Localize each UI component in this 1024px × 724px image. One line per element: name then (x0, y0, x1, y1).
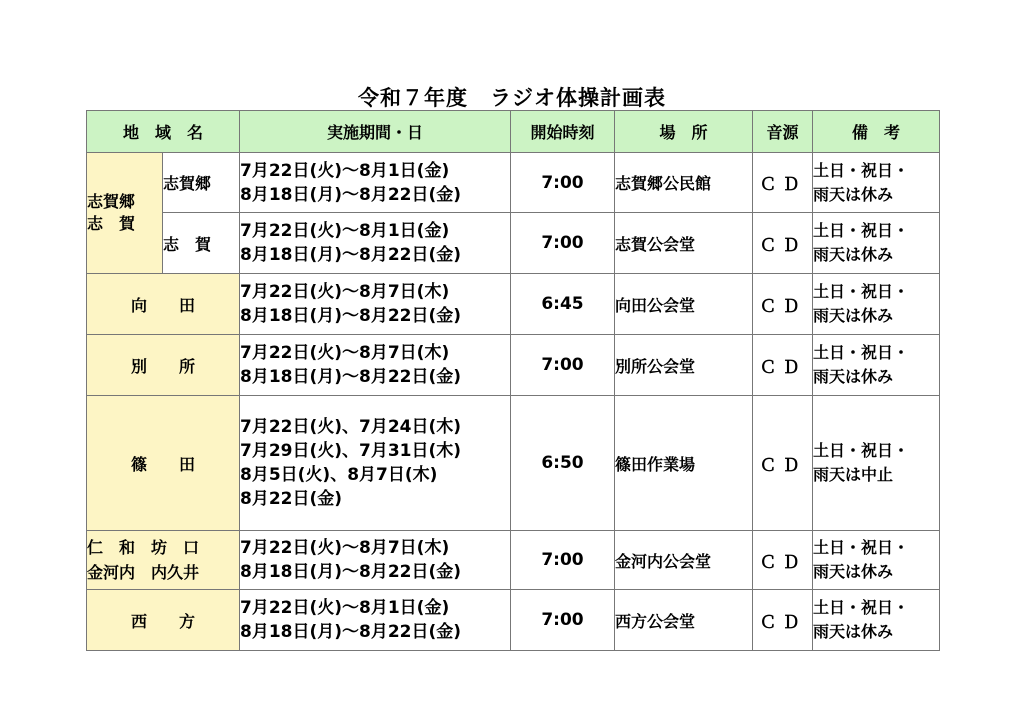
table-row (87, 396, 940, 531)
venue-cell: 志賀公会堂 (615, 213, 753, 274)
notes-line: 土日・祝日・ (813, 343, 910, 362)
period-cell (240, 213, 511, 274)
header-start: 開始時刻 (511, 111, 615, 153)
area-sub-cell: 志 賀 (163, 213, 240, 274)
period-line: 7月22日(火)～8月1日(金) (240, 221, 450, 241)
period-line: 7月22日(火)、7月24日(木) (240, 417, 462, 437)
table-row (87, 274, 940, 335)
start-time-cell: 7:00 (511, 153, 615, 213)
start-time-cell: 7:00 (511, 213, 615, 274)
period-line: 8月18日(月)～8月22日(金) (240, 367, 462, 387)
area-sub-cell: 志賀郷 (163, 153, 240, 213)
period-line: 8月22日(金) (240, 489, 343, 509)
schedule-table (86, 110, 940, 651)
area-line: 金河内 内久井 (87, 563, 200, 582)
table-row (87, 335, 940, 396)
area-cell: 別 所 (87, 335, 240, 396)
notes-line: 雨天は休み (813, 367, 894, 386)
media-cell: ＣＤ (753, 274, 813, 335)
period-line: 7月29日(火)、7月31日(木) (240, 441, 462, 461)
area-cell: 西 方 (87, 590, 240, 651)
notes-line: 土日・祝日・ (813, 282, 910, 301)
venue-cell: 志賀郷公民館 (615, 153, 753, 213)
notes-cell (813, 274, 940, 335)
area-group-line: 志賀郷 志 賀 (87, 192, 136, 233)
notes-line: 雨天は休み (813, 306, 894, 325)
venue-cell: 篠田作業場 (615, 396, 753, 531)
period-cell (240, 335, 511, 396)
period-line: 8月18日(月)～8月22日(金) (240, 306, 462, 326)
period-line: 8月18日(月)～8月22日(金) (240, 245, 462, 265)
notes-cell (813, 396, 940, 531)
period-line: 7月22日(火)～8月1日(金) (240, 598, 450, 618)
notes-cell (813, 590, 940, 651)
period-cell (240, 274, 511, 335)
area-cell: 篠 田 (87, 396, 240, 531)
area-cell (87, 531, 240, 590)
venue-cell: 向田公会堂 (615, 274, 753, 335)
media-cell: ＣＤ (753, 590, 813, 651)
page-title: 令和７年度 ラジオ体操計画表 (358, 86, 666, 110)
area-cell: 向 田 (87, 274, 240, 335)
start-time-cell: 7:00 (511, 335, 615, 396)
area-group-cell (87, 153, 163, 274)
header-media: 音源 (753, 111, 813, 153)
start-time-cell: 7:00 (511, 531, 615, 590)
period-line: 8月18日(月)～8月22日(金) (240, 184, 462, 205)
notes-cell (813, 531, 940, 590)
header-notes: 備 考 (813, 111, 940, 153)
media-cell: ＣＤ (753, 153, 813, 213)
start-time-cell: 7:00 (511, 590, 615, 651)
start-time-cell: 6:45 (511, 274, 615, 335)
notes-line: 土日・祝日・ (813, 538, 910, 557)
notes-line: 土日・祝日・ (813, 598, 910, 617)
notes-line: 雨天は休み (813, 562, 894, 581)
period-line: 8月18日(月)～8月22日(金) (240, 622, 462, 642)
notes-line: 雨天は休み (813, 245, 894, 264)
period-line: 7月22日(火)～8月7日(木) (240, 538, 450, 558)
period-cell (240, 153, 511, 213)
header-venue: 場 所 (615, 111, 753, 153)
media-cell: ＣＤ (753, 335, 813, 396)
period-line: 7月22日(火)～8月7日(木) (240, 343, 450, 363)
table-row (87, 531, 940, 590)
venue-cell: 西方公会堂 (615, 590, 753, 651)
header-area: 地 域 名 (87, 111, 240, 153)
media-cell: ＣＤ (753, 213, 813, 274)
table-row (87, 590, 940, 651)
period-line: 8月18日(月)～8月22日(金) (240, 562, 462, 582)
venue-cell: 別所公会堂 (615, 335, 753, 396)
period-cell (240, 531, 511, 590)
period-cell (240, 590, 511, 651)
notes-line: 雨天は中止 (813, 465, 894, 484)
table-row (87, 213, 940, 274)
period-cell (240, 396, 511, 531)
area-line: 仁 和 坊 口 (87, 538, 200, 557)
media-cell: ＣＤ (753, 531, 813, 590)
period-line: 7月22日(火)～8月7日(木) (240, 282, 450, 302)
media-cell: ＣＤ (753, 396, 813, 531)
start-time-cell: 6:50 (511, 396, 615, 531)
notes-line: 土日・祝日・ (813, 221, 910, 240)
table-row (87, 153, 940, 213)
notes-cell (813, 213, 940, 274)
notes-cell (813, 335, 940, 396)
period-line: 8月5日(火)、8月7日(木) (240, 465, 438, 485)
header-period: 実施期間・日 (240, 111, 511, 153)
header-row (87, 111, 940, 153)
notes-line: 土日・祝日・ (813, 441, 910, 460)
notes-line: 雨天は休み (813, 622, 894, 641)
venue-cell: 金河内公会堂 (615, 531, 753, 590)
notes-cell (813, 153, 940, 213)
notes-line: 雨天は休み (813, 184, 894, 204)
notes-line: 土日・祝日・ (813, 160, 910, 180)
period-line: 7月22日(火)～8月1日(金) (240, 160, 450, 181)
